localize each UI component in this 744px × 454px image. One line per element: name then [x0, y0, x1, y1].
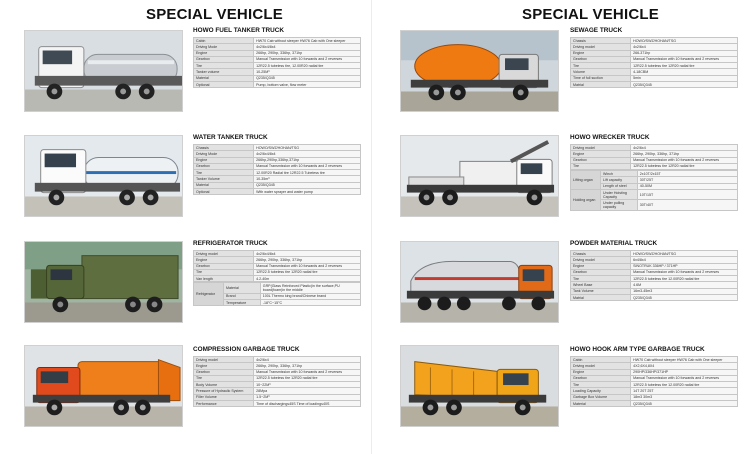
- spec-key: Time of full suction: [571, 75, 631, 81]
- sewage-spec-table: [570, 37, 738, 88]
- spec-key: Gearbox: [194, 263, 254, 269]
- spec-value: Manual Transmission with 10 forwards and 2 reverses: [254, 369, 361, 375]
- spec-key: Material: [194, 75, 254, 81]
- section-title: POWDER MATERIAL TRUCK: [570, 240, 658, 247]
- spec-value: Q235/Q345: [631, 81, 738, 87]
- spec-value: 1.5~2M³: [254, 394, 361, 400]
- spec-row: [571, 400, 738, 406]
- spec-key: Under pulling capacity: [601, 200, 638, 210]
- spec-key: Tire: [571, 276, 631, 282]
- spec-row: [194, 188, 361, 194]
- spec-key: Driving Mode: [194, 151, 254, 157]
- spec-value: 40-50M: [637, 183, 737, 189]
- compression-garbage-photo: [24, 345, 183, 427]
- spec-value: 266hp,290hp,336hp,371hp: [254, 157, 361, 163]
- spec-value: 266hp, 290hp, 336hp, 371hp: [631, 151, 738, 157]
- spec-key: Gearbox: [571, 375, 631, 381]
- spec-value: HW70 Cab without sleeper HW76 Cab with One sleeper: [631, 357, 738, 363]
- spec-key: Tire: [194, 170, 254, 176]
- section-title: WATER TANKER TRUCK: [193, 134, 268, 141]
- spec-key: Volume: [571, 69, 631, 75]
- spec-key: Driving model: [571, 257, 631, 263]
- spec-key: Tire: [194, 269, 254, 275]
- spec-value: Manual Transmission with 10 forwards and 2 reverses: [254, 163, 361, 169]
- spec-key: Engine: [194, 363, 254, 369]
- section-title: HOWO HOOK ARM TYPE GARBAGE TRUCK: [570, 346, 705, 353]
- spec-value: 266hp, 290hp, 336hp, 371hp: [254, 257, 361, 263]
- spec-key: Tanker volume: [194, 69, 254, 75]
- spec-value: 12R22.5 tubeless tire 12.00R20 radial tire: [631, 276, 738, 282]
- spec-row: [571, 189, 738, 199]
- spec-key: Cabin: [571, 357, 631, 363]
- spec-value: 4x2/6x4/8x4: [254, 251, 361, 257]
- spec-value: 5min: [631, 75, 738, 81]
- compression-garbage-spec-table: [193, 356, 361, 407]
- spec-key: Material: [224, 283, 261, 293]
- spec-key: Lift capacity: [601, 177, 638, 183]
- spec-value: HOWO/SWZ/HOHAN/TSG: [254, 145, 361, 151]
- spec-value: 4x2/6x4: [631, 145, 738, 151]
- spec-value: 12.00R20 Radial tire 12R22.5 Tubeless tire: [254, 170, 361, 176]
- spec-value: Manual Transmission with 10 forwards and 2 reverses: [631, 157, 738, 163]
- spec-value: HOWO/SWZ/HOHAN/TSG: [631, 251, 738, 257]
- spec-key: Engine: [571, 50, 631, 56]
- powder-material-section: [570, 240, 738, 301]
- spec-key: Matrial: [571, 294, 631, 300]
- spec-value: 290HP/336HP/371HP: [631, 369, 738, 375]
- spec-value: 12R22.5 tubeless tire 12R20 radial tire: [631, 163, 738, 169]
- spec-value: 266-371hp: [631, 50, 738, 56]
- wrecker-spec-table: [570, 144, 738, 170]
- spec-value: 18m3 30m3: [631, 394, 738, 400]
- page-title-left: SPECIAL VEHICLE: [146, 6, 283, 23]
- spec-value: Manual Transmission with 10 forwards and 2 reverses: [631, 56, 738, 62]
- spec-key: Driving model: [571, 44, 631, 50]
- spec-key: Winch: [601, 171, 638, 177]
- spec-value: 10-35m³: [254, 176, 361, 182]
- fuel-tanker-spec-table: [193, 37, 361, 88]
- powder-spec-table: [570, 250, 738, 301]
- spec-value: Manual Transmission with 10 forwards and 2 reverses: [631, 375, 738, 381]
- spec-key: Driving Mode: [194, 44, 254, 50]
- spec-value: Pump, bottom valve, flow meter: [254, 81, 361, 87]
- spec-value: 4x2/6x4: [254, 357, 361, 363]
- spec-key: Wheel Base: [571, 282, 631, 288]
- refrigerator-spec-table: [193, 250, 361, 282]
- wrecker-section: [570, 134, 738, 211]
- spec-key: Driving model: [194, 357, 254, 363]
- spec-key: Engine: [194, 50, 254, 56]
- spec-key: Performance: [194, 400, 254, 406]
- spec-value: 100L Thermo king brand/Chinese brand: [260, 293, 360, 299]
- spec-value: -18°C~15°C: [260, 300, 360, 306]
- spec-value: 12R22.5 tubeless tire 12R20 radial tire: [254, 375, 361, 381]
- spec-key: Under Hoisting Capacity: [601, 189, 638, 199]
- sewage-truck-photo: [400, 30, 559, 112]
- spec-value: Q235/Q345: [254, 182, 361, 188]
- section-title: HOWO FUEL TANKER TRUCK: [193, 27, 285, 34]
- spec-key: Gearbox: [571, 269, 631, 275]
- spec-key: Gearbox: [571, 56, 631, 62]
- spec-value: 10-25M³: [254, 69, 361, 75]
- spec-key: Engine: [194, 157, 254, 163]
- spec-key: Gearbox: [194, 56, 254, 62]
- spec-value: 12R22.5 tubeless tire 12R20 radial tire: [254, 269, 361, 275]
- spec-key: Tire: [571, 63, 631, 69]
- spec-value: Time of discharging≤45S Time of loading≤40S: [254, 400, 361, 406]
- spec-key: Brand: [224, 293, 261, 299]
- spec-key: Driving model: [194, 251, 254, 257]
- spec-key: Garbage Box Volume: [571, 394, 631, 400]
- spec-key: Gearbox: [194, 369, 254, 375]
- spec-key: Tire: [194, 63, 254, 69]
- wrecker-group-table: [570, 170, 738, 211]
- spec-value: Manual Transmission with 10 forwards and 2 reverses: [254, 263, 361, 269]
- spec-key: Van length: [194, 276, 254, 282]
- spec-key: Loading Capacity: [571, 388, 631, 394]
- spec-key: Cabin: [194, 38, 254, 44]
- spec-value: 4-18CBM: [631, 69, 738, 75]
- spec-value: Manual Transmission with 10 forwards and 2 reverses: [631, 269, 738, 275]
- spec-value: 10T/15T: [637, 189, 737, 199]
- spec-key: Gearbox: [194, 163, 254, 169]
- spec-value: SINOTRUK 336HP / 371HP: [631, 263, 738, 269]
- section-title: SEWAGE TRUCK: [570, 27, 623, 34]
- spec-value: HOWO/SWZ/HOHAN/TSG: [631, 38, 738, 44]
- spec-value: 4x2/6x4/8x4: [254, 44, 361, 50]
- spec-key: Optional: [194, 188, 254, 194]
- water-tanker-spec-table: [193, 144, 361, 195]
- spec-value: 10~22M³: [254, 382, 361, 388]
- section-title: COMPRESSION GARBAGE TRUCK: [193, 346, 300, 353]
- spec-key: Engine: [571, 369, 631, 375]
- spec-value: GRP(Glass Reinforced Plastic)in the surface,PU board(foam)in the middle: [260, 283, 360, 293]
- fuel-tanker-photo: [24, 30, 183, 112]
- holding-organ-group-label: Holding organ: [571, 189, 601, 210]
- spec-value: 14T 20T 25T: [631, 388, 738, 394]
- spec-value: 12R22.5 tubeless tire 12R20 radial tire: [631, 63, 738, 69]
- refrigerator-section: [193, 240, 361, 306]
- spec-value: 30T/40T: [637, 200, 737, 210]
- spec-key: Temperature: [224, 300, 261, 306]
- hook-arm-garbage-photo: [400, 345, 559, 427]
- spec-value: 266hp, 290hp, 336hp, 371hp: [254, 50, 361, 56]
- spec-value: 6x4/8x4: [631, 257, 738, 263]
- page-spine: [371, 0, 372, 454]
- hook-arm-section: [570, 346, 738, 407]
- spec-value: 4x2/6x4: [631, 44, 738, 50]
- spec-value: 12R22.5 tubeless tire, 12.00R20 radial tire: [254, 63, 361, 69]
- refrigerator-truck-photo: [24, 241, 183, 323]
- section-title: HOWO WRECKER TRUCK: [570, 134, 650, 141]
- hook-arm-spec-table: [570, 356, 738, 407]
- sewage-section: [570, 27, 738, 88]
- spec-key: Engine: [571, 151, 631, 157]
- spec-key: Engine: [194, 257, 254, 263]
- refrigerator-group-table: [193, 282, 361, 306]
- section-title: REFRIGERATOR TRUCK: [193, 240, 268, 247]
- wrecker-truck-photo: [400, 135, 559, 217]
- spec-key: Pressure of Hydraulic System: [194, 388, 254, 394]
- spec-key: Tank Volume: [571, 288, 631, 294]
- spec-value: 28Mpa: [254, 388, 361, 394]
- spec-key: Length of steel: [601, 183, 638, 189]
- spec-key: Driving model: [571, 363, 631, 369]
- powder-material-photo: [400, 241, 559, 323]
- water-tanker-section: [193, 134, 361, 195]
- spec-value: Q235/Q345: [631, 294, 738, 300]
- spec-value: 4X2,6X4,8X4: [631, 363, 738, 369]
- spec-key: Matrial: [571, 81, 631, 87]
- spec-key: Body Volume: [194, 382, 254, 388]
- spec-value: Q235/Q345: [631, 400, 738, 406]
- page-title-right: SPECIAL VEHICLE: [522, 6, 659, 23]
- spec-value: 12R22.5 tubeless tire 12.00R20 radial tire: [631, 382, 738, 388]
- spec-row: [571, 294, 738, 300]
- spec-key: Tire: [194, 375, 254, 381]
- spec-value: HW70 Cab without sleeper HW76 Cab with One sleeper: [254, 38, 361, 44]
- spec-value: 266hp, 290hp, 336hp, 371hp: [254, 363, 361, 369]
- spec-row: [194, 400, 361, 406]
- spec-value: 30T/25T: [637, 177, 737, 183]
- spec-key: Filler Volume: [194, 394, 254, 400]
- spec-key: Chassis: [571, 38, 631, 44]
- spec-value: 4x2/6x4/8x4: [254, 151, 361, 157]
- spec-row: [194, 81, 361, 87]
- spec-key: Gearbox: [571, 157, 631, 163]
- spec-key: Driving model: [571, 145, 631, 151]
- spec-row: [194, 276, 361, 282]
- spec-value: Q235/Q345: [254, 75, 361, 81]
- spec-value: With water sprayer and water pump: [254, 188, 361, 194]
- lifting-organ-group-label: Lifting organ: [571, 171, 601, 190]
- spec-row: [571, 163, 738, 169]
- fuel-tanker-section: [193, 27, 361, 88]
- water-tanker-photo: [24, 135, 183, 217]
- spec-key: Engine: [571, 263, 631, 269]
- spec-row: [194, 283, 361, 293]
- spec-key: Material: [194, 182, 254, 188]
- spec-row: [571, 81, 738, 87]
- spec-key: Material: [571, 400, 631, 406]
- spec-value: 4.6M: [631, 282, 738, 288]
- spec-value: 2x10T/2x15T: [637, 171, 737, 177]
- spec-value: 16m3-45m3: [631, 288, 738, 294]
- spec-key: Tanker Volume: [194, 176, 254, 182]
- spec-key: Tire: [571, 163, 631, 169]
- spec-key: Chassis: [194, 145, 254, 151]
- spec-key: Chassis: [571, 251, 631, 257]
- spec-value: Manual Transmission with 10 forwards and 2 reverses: [254, 56, 361, 62]
- refrigerator-group-label: Refrigerator: [194, 283, 224, 306]
- spec-key: Tire: [571, 382, 631, 388]
- spec-value: 4.2-40m: [254, 276, 361, 282]
- spec-key: Optional: [194, 81, 254, 87]
- compression-garbage-section: [193, 346, 361, 407]
